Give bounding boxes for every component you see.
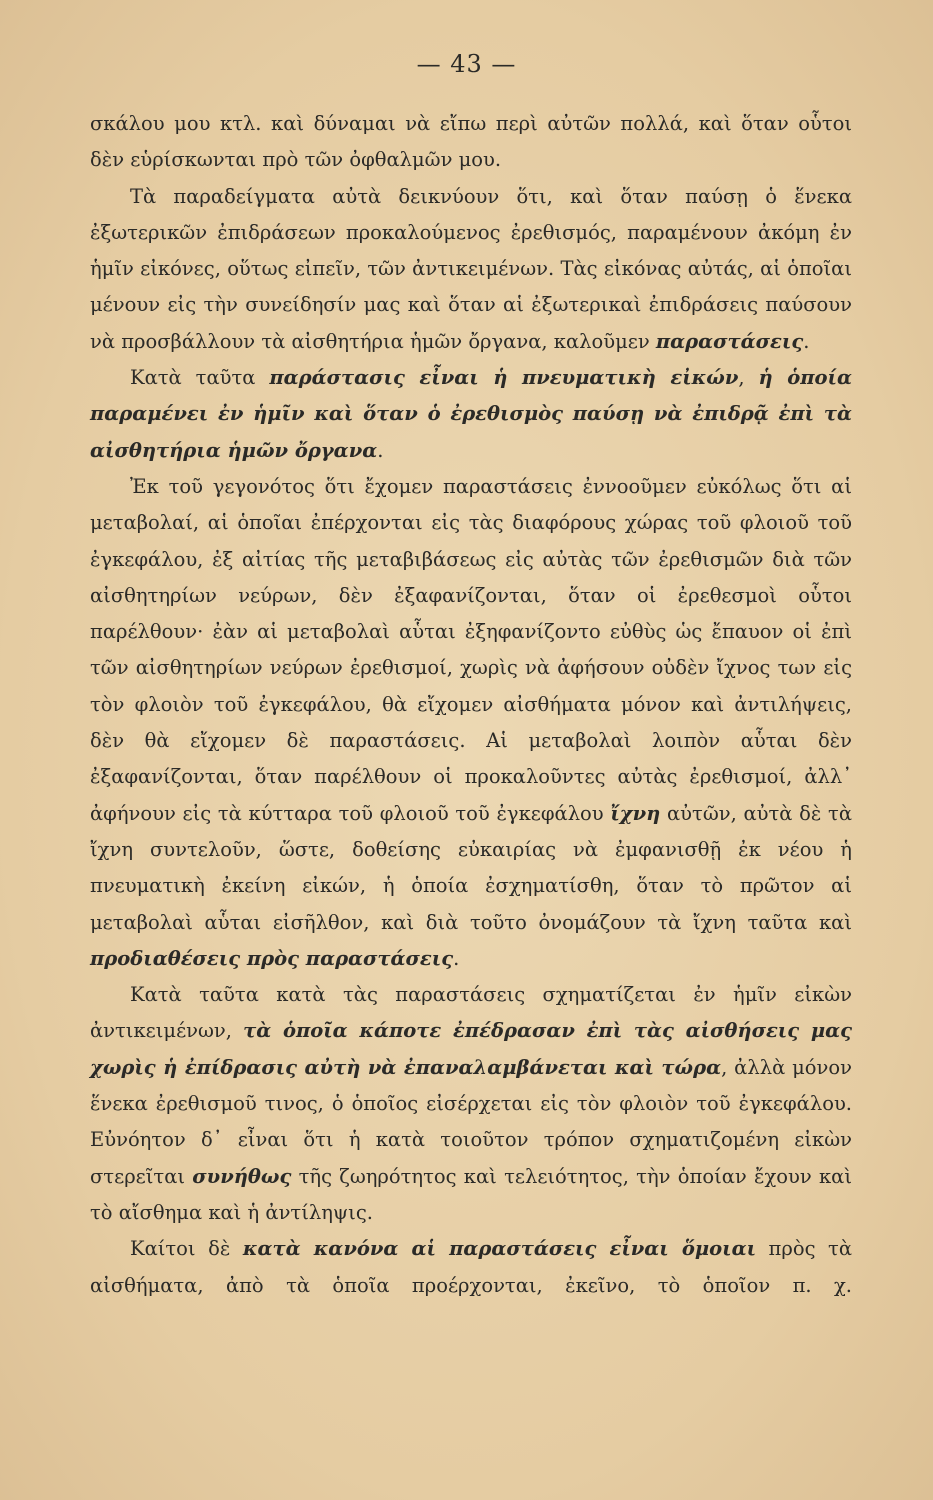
- emphasized-text: προδιαθέσεις πρὸς παραστάσεις: [90, 946, 454, 970]
- text-run: .: [377, 438, 384, 462]
- text-run: Κατὰ ταῦτα κατὰ τὰς παραστάσεις σχηματίζεται ἐν ἡμῖν εἰκὼν ἀντικειμένων,: [90, 983, 852, 1043]
- text-run: σκάλου μου κτλ. καὶ δύναμαι νὰ εἴπω περὶ αὐτῶν πολλά, καὶ ὅταν οὗτοι δὲν εὑρίσκωνται πρὸ τῶν ὀφθαλμῶν μου.: [90, 112, 852, 172]
- text-run: Ἐκ τοῦ γεγονότος ὅτι ἔχομεν παραστάσεις ἐννοοῦμεν εὐκόλως ὅτι αἱ μεταβολαί, αἱ ὁποῖαι ἐπέρχονται εἰς τὰς διαφόρους χώρας τοῦ φλοιοῦ τοῦ ἐγκεφάλου, ἐξ αἰτίας τῆς μεταβιβάσεως εἰς αὐτὰς τῶν ἐρεθισμῶν διὰ τῶν αἰσθητηρίων νεύρων, δὲν ἐξαφανίζονται, ὅταν οἱ ἐρεθεσμοὶ οὗτοι παρέλθουν· ἐὰν αἱ μεταβολαὶ αὗται ἐξηφανίζοντο εὐθὺς ὡς ἔπαυον οἱ ἐπὶ τῶν αἰσθητηρίων νεύρων ἐρεθισμοί, χωρὶς νὰ ἀφήσουν οὐδὲν ἴχνος των εἰς τὸν φλοιὸν τοῦ ἐγκεφάλου, θὰ εἴχομεν αἰσθήματα μόνον καὶ ἀντιλήψεις, δὲν θὰ εἴχομεν δὲ παραστάσεις. Αἱ μεταβολαὶ λοιπὸν αὗται δὲν ἐξαφανίζονται, ὅταν παρέλθουν οἱ προκαλοῦντες αὐτὰς ἐρεθισμοί, ἀλλ᾽ ἀφήνουν εἰς τὰ κύτταρα τοῦ φλοιοῦ τοῦ ἐγκεφάλου: [90, 474, 852, 825]
- text-run: .: [453, 946, 460, 970]
- text-run: πρὸς τὰ αἰσθήματα, ἀπὸ τὰ ὁποῖα προέρχονται, ἐκεῖνο, τὸ ὁποῖον π. χ.: [90, 1237, 852, 1297]
- text-run: ,: [738, 366, 759, 390]
- paragraph: [90, 360, 852, 469]
- text-run: Τὰ παραδείγματα αὐτὰ δεικνύουν ὅτι, καὶ ὅταν παύσῃ ὁ ἕνεκα ἐξωτερικῶν ἐπιδράσεων προκαλούμενος ἐρεθισμός, παραμένουν ἀκόμη ἐν ἡμῖν εἰκόνες, οὕτως εἰπεῖν, τῶν ἀντικειμένων. Τὰς εἰκόνας αὐτάς, αἱ ὁποῖαι μένουν εἰς τὴν συνείδησίν μας καὶ ὅταν αἱ ἐξωτερικαὶ ἐπιδράσεις παύσουν νὰ προσβάλλουν τὰ αἰσθητήρια ἡμῶν ὄργανα, καλοῦμεν: [90, 184, 852, 353]
- emphasized-text: ἡ ὁποία παραμένει ἐν ἡμῖν καὶ ὅταν ὁ ἐρεθισμὸς παύσῃ νὰ ἐπιδρᾷ ἐπὶ τὰ αἰσθητήρια ἡμῶν ὄργανα: [90, 366, 852, 462]
- body-text: [90, 106, 852, 1304]
- text-run: τῆς ζωηρότητος καὶ τελειότητος, τὴν ὁποίαν ἔχουν καὶ τὸ αἴσθημα καὶ ἡ ἀντίληψις.: [90, 1164, 852, 1224]
- paragraph: [90, 106, 852, 179]
- emphasized-text: ἴχνη: [610, 801, 661, 825]
- emphasized-text: συνήθως: [192, 1164, 292, 1188]
- text-run: Καίτοι δὲ: [130, 1237, 243, 1261]
- emphasized-text: κατὰ κανόνα αἱ παραστάσεις εἶναι ὅμοιαι: [242, 1237, 757, 1261]
- emphasized-text: παράστασις εἶναι ἡ πνευματικὴ εἰκών: [269, 366, 739, 390]
- text-run: Κατὰ ταῦτα: [130, 366, 270, 390]
- paragraph: [90, 977, 852, 1231]
- emphasized-text: τὰ ὁποῖα κάποτε ἐπέδρασαν ἐπὶ τὰς αἰσθήσεις μας χωρὶς ἡ ἐπίδρασις αὐτὴ νὰ ἐπαναλαμβάνεται καὶ τώρα: [90, 1019, 852, 1079]
- paragraph: [90, 469, 852, 977]
- text-run: , ἀλλὰ μόνον ἕνεκα ἐρεθισμοῦ τινος, ὁ ὁποῖος εἰσέρχεται εἰς τὸν φλοιὸν τοῦ ἐγκεφάλου. Εὐνόητον δ᾽ εἶναι ὅτι ἡ κατὰ τοιοῦτον τρόπον σχηματιζομένη εἰκὼν στερεῖται: [90, 1055, 852, 1188]
- emphasized-text: παραστάσεις: [655, 329, 804, 353]
- text-run: .: [803, 329, 810, 353]
- text-run: αὐτῶν, αὐτὰ δὲ τὰ ἴχνη συντελοῦν, ὥστε, δοθείσης εὐκαιρίας νὰ ἐμφανισθῇ ἐκ νέου ἡ πνευματικὴ ἐκείνη εἰκών, ἡ ὁποία ἐσχηματίσθη, ὅταν τὸ πρῶτον αἱ μεταβολαὶ αὗται εἰσῆλθον, καὶ διὰ τοῦτο ὀνομάζουν τὰ ἴχνη ταῦτα καὶ: [90, 801, 852, 934]
- paragraph: [90, 179, 852, 360]
- page-number: — 43 —: [416, 50, 517, 78]
- paragraph: [90, 1231, 852, 1304]
